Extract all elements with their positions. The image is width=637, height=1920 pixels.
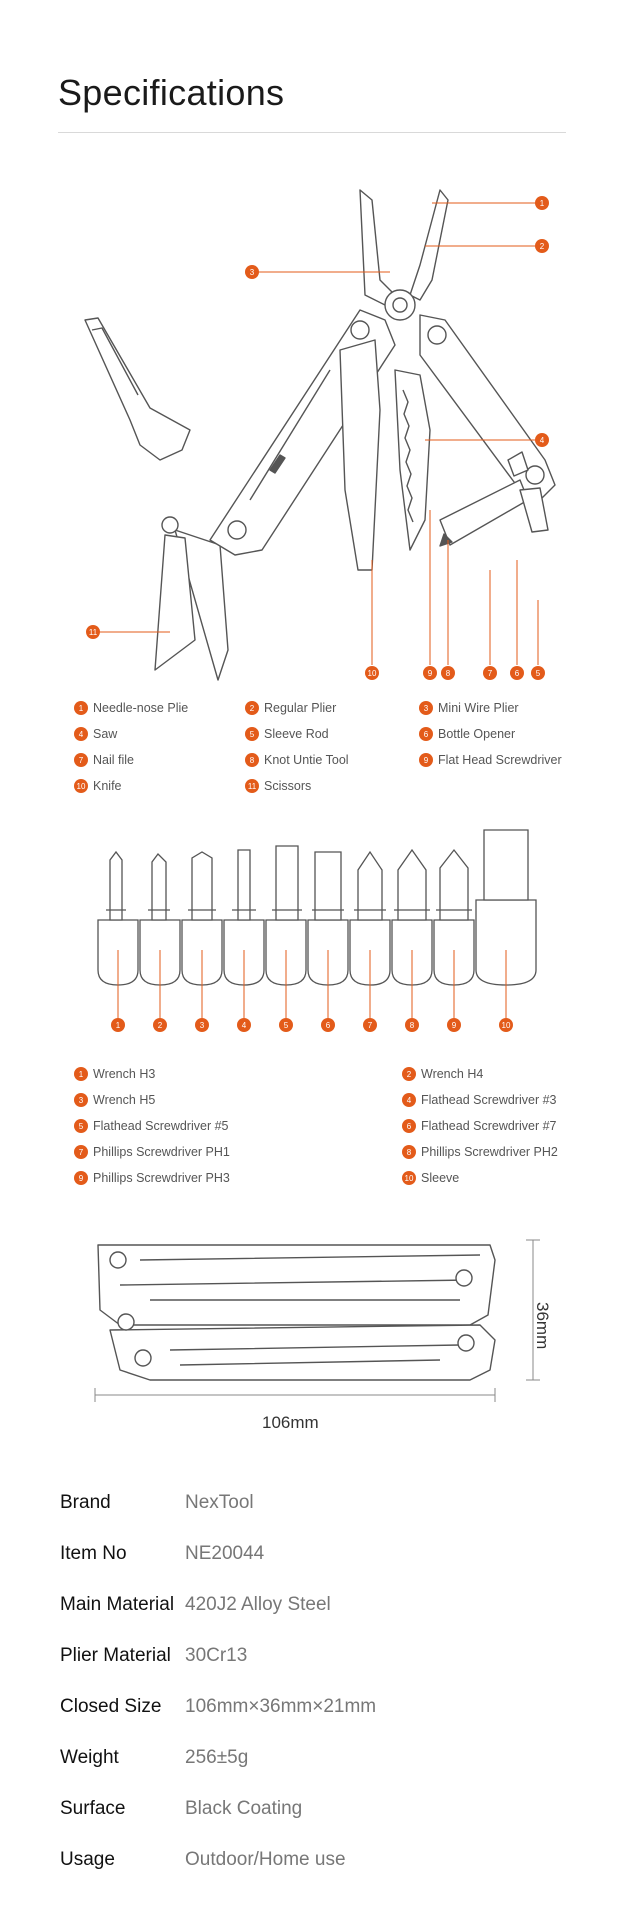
height-dimension: 36mm	[533, 1302, 552, 1350]
callout-4: 4	[535, 433, 549, 447]
bit-legend-item: 8 Phillips Screwdriver PH2	[402, 1145, 558, 1159]
bit-legend-item: 10 Sleeve	[402, 1171, 459, 1185]
bit-callout-9: 9	[447, 1018, 461, 1032]
spec-row: Plier Material 30Cr13	[60, 1645, 248, 1666]
bit-callout-8: 8	[405, 1018, 419, 1032]
spec-row: Closed Size 106mm×36mm×21mm	[60, 1696, 377, 1717]
spec-row: Usage Outdoor/Home use	[60, 1849, 346, 1870]
part-legend-item: 8 Knot Untie Tool	[245, 753, 349, 767]
bit-callout-2: 2	[153, 1018, 167, 1032]
bit-legend-item: 3 Wrench H5	[74, 1093, 155, 1107]
part-legend-item: 11 Scissors	[245, 779, 311, 793]
bit-callout-4: 4	[237, 1018, 251, 1032]
bit-legend-item: 1 Wrench H3	[74, 1067, 155, 1081]
bit-callout-6: 6	[321, 1018, 335, 1032]
callout-11: 11	[86, 625, 100, 639]
bit-legend-item: 9 Phillips Screwdriver PH3	[74, 1171, 230, 1185]
spec-row: Surface Black Coating	[60, 1798, 303, 1819]
callout-5: 5	[531, 666, 545, 680]
part-legend-item: 9 Flat Head Screwdriver	[419, 753, 562, 767]
part-legend-item: 7 Nail file	[74, 753, 134, 767]
spec-row: Item No NE20044	[60, 1543, 265, 1564]
bit-callout-1: 1	[111, 1018, 125, 1032]
bit-callout-7: 7	[363, 1018, 377, 1032]
callout-9: 9	[423, 666, 437, 680]
width-dimension: 106mm	[262, 1413, 319, 1432]
part-legend-item: 1 Needle-nose Plie	[74, 701, 188, 715]
bit-legend-item: 4 Flathead Screwdriver #3	[402, 1093, 556, 1107]
callout-3: 3	[245, 265, 259, 279]
bit-legend-item: 7 Phillips Screwdriver PH1	[74, 1145, 230, 1159]
callout-6: 6	[510, 666, 524, 680]
bit-callout-5: 5	[279, 1018, 293, 1032]
bit-callout-10: 10	[499, 1018, 513, 1032]
part-legend-item: 5 Sleeve Rod	[245, 727, 329, 741]
callout-lines	[0, 0, 637, 700]
callout-10: 10	[365, 666, 379, 680]
bit-legend-item: 2 Wrench H4	[402, 1067, 483, 1081]
part-legend-item: 6 Bottle Opener	[419, 727, 515, 741]
part-legend-item: 4 Saw	[74, 727, 117, 741]
callout-1: 1	[535, 196, 549, 210]
bits-diagram	[0, 820, 637, 1040]
part-legend-item: 3 Mini Wire Plier	[419, 701, 519, 715]
callout-8: 8	[441, 666, 455, 680]
part-legend-item: 2 Regular Plier	[245, 701, 336, 715]
callout-2: 2	[535, 239, 549, 253]
spec-row: Main Material 420J2 Alloy Steel	[60, 1594, 331, 1615]
bit-legend-item: 5 Flathead Screwdriver #5	[74, 1119, 228, 1133]
callout-7: 7	[483, 666, 497, 680]
bit-legend-item: 6 Flathead Screwdriver #7	[402, 1119, 556, 1133]
spec-row: Brand NexTool	[60, 1492, 254, 1513]
bit-callout-3: 3	[195, 1018, 209, 1032]
part-legend-item: 10 Knife	[74, 779, 122, 793]
spec-row: Weight 256±5g	[60, 1747, 249, 1768]
page-title: Specifications	[58, 72, 285, 113]
